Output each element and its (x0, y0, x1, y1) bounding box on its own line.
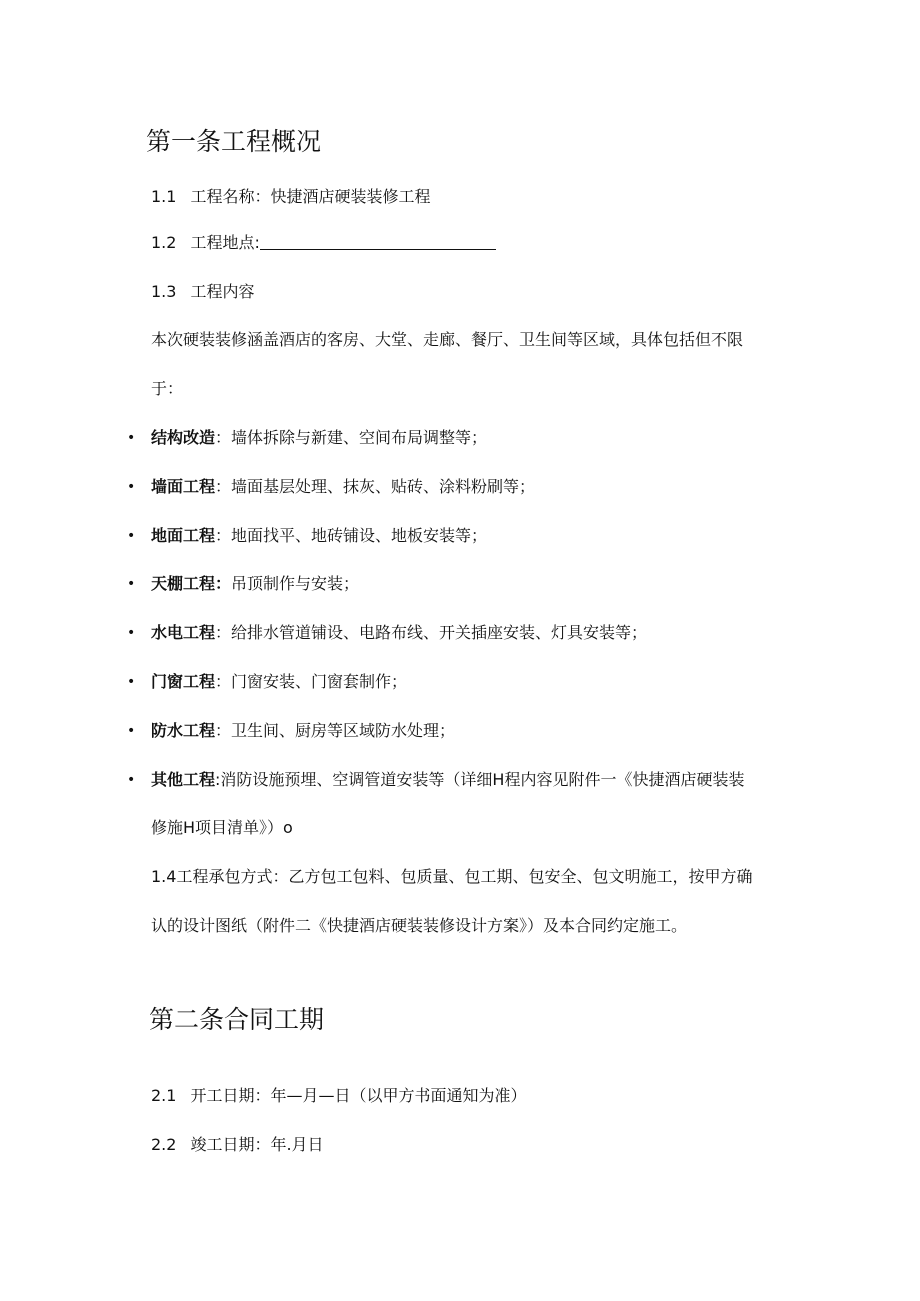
item-1-1-text: 工程名称：快捷酒店硬装装修工程 (190, 187, 431, 206)
location-blank-line (260, 235, 496, 250)
bullet-term: 天棚工程： (151, 574, 232, 593)
item-2-2-text: 竣工日期：年.月日 (190, 1135, 324, 1154)
bullet-dot: • (127, 430, 136, 446)
item-1-2-text: 工程地点: (190, 233, 260, 252)
item-1-1 (151, 187, 430, 207)
bullet-desc: ：墙面基层处理、抹灰、贴砖、涂料粉刷等； (215, 477, 536, 496)
bullet-desc: ：门窗安装、门窗套制作； (215, 672, 408, 691)
item-2-2-number: 2.2 (151, 1135, 177, 1154)
bullet-term: 防水工程 (151, 721, 216, 740)
bullet-term: 水电工程 (151, 623, 216, 642)
bullet-dot: • (127, 528, 136, 544)
bullet-dot: • (127, 723, 136, 739)
bullet-dot: • (127, 625, 136, 641)
bullet-dot: • (127, 479, 136, 495)
bullet-item (151, 477, 535, 497)
bullet-continuation: 修施H项目清单》）o (151, 818, 293, 837)
bullet-term: 门窗工程 (151, 672, 216, 691)
bullet-desc: ：给排水管道铺设、电路布线、开关插座安装、灯具安装等； (215, 623, 648, 642)
bullet-item (151, 672, 407, 692)
bullet-term: 结构改造 (151, 428, 216, 447)
bullet-term: 地面工程 (151, 526, 216, 545)
bullet-item (151, 623, 647, 643)
bullet-item (151, 574, 359, 594)
bullet-item (151, 770, 744, 790)
bullet-desc: ：墙体拆除与新建、空间布局调整等； (215, 428, 488, 447)
bullet-term: 其他工程 (151, 770, 216, 789)
bullet-item (151, 428, 487, 448)
item-1-3-number: 1.3 (151, 282, 177, 301)
bullet-item (151, 526, 487, 546)
bullet-dot: • (127, 576, 136, 592)
bullet-desc: 吊顶制作与安装； (231, 574, 360, 593)
item-2-2 (151, 1135, 324, 1155)
item-2-1 (151, 1086, 526, 1106)
bullet-desc: ：地面找平、地砖铺设、地板安装等； (215, 526, 488, 545)
item-2-1-text: 开工日期：年—月—日（以甲方书面通知为准） (190, 1086, 527, 1105)
item-2-1-number: 2.1 (151, 1086, 177, 1105)
intro-line-2: 于： (151, 379, 184, 398)
section-2-title: 第二条合同工期 (149, 1005, 325, 1034)
bullet-desc: :消防设施预埋、空调管道安装等（详细H程内容见附件一《快捷酒店硬装装 (215, 770, 745, 789)
bullet-term: 墙面工程 (151, 477, 216, 496)
bullet-desc: ：卫生间、厨房等区域防水处理； (215, 721, 456, 740)
bullet-dot: • (127, 772, 136, 788)
item-1-3 (151, 282, 254, 302)
item-1-4-line-2: 认的设计图纸（附件二《快捷酒店硬装装修设计方案》）及本合同约定施工。 (151, 916, 688, 935)
item-1-2 (151, 233, 496, 253)
item-1-1-number: 1.1 (151, 187, 177, 206)
item-1-2-number: 1.2 (151, 233, 177, 252)
bullet-dot: • (127, 674, 136, 690)
item-1-4-line-1: 1.4工程承包方式：乙方包工包料、包质量、包工期、包安全、包文明施工，按甲方确 (151, 867, 753, 886)
section-1-title: 第一条工程概况 (146, 127, 322, 156)
bullet-item (151, 721, 455, 741)
item-1-3-text: 工程内容 (190, 282, 255, 301)
intro-line-1: 本次硬装装修涵盖酒店的客房、大堂、走廊、餐厅、卫生间等区域，具体包括但不限 (151, 330, 744, 349)
